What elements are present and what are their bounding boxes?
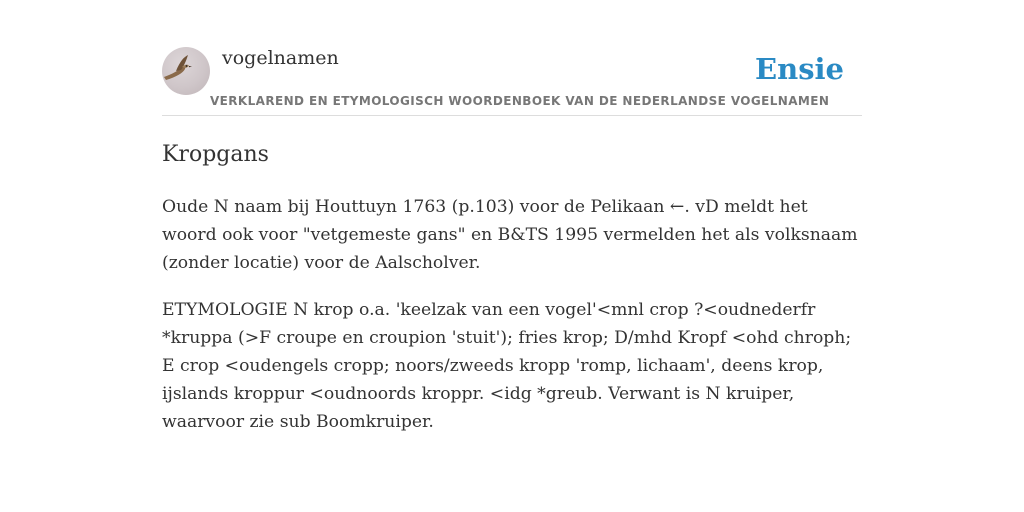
blog-name[interactable]: vogelnamen <box>222 47 339 69</box>
blog-tagline: VERKLAREND EN ETYMOLOGISCH WOORDENBOEK VAN DE NEDERLANDSE VOGELNAMEN <box>210 94 830 108</box>
definition-paragraph: Oude N naam bij Houttuyn 1763 (p.103) voor de Pelikaan ←. vD meldt het woord ook voor "vetgemeste gans" en B&TS 1995 vermelden het als volksnaam (zonder locatie) voor de Aalscholver. <box>162 197 858 273</box>
page-container <box>162 0 862 455</box>
etymology-paragraph: ETYMOLOGIE N krop o.a. 'keelzak van een vogel'<mnl crop ?<oudnederfr *kruppa (>F croupe en croupion 'stuit'); fries krop; D/mhd Kropf <ohd chroph; E crop <oudengels cropp; noors/zweeds kropp 'romp, lichaam', deens krop, ijslands kroppur <oudnoords kroppr. <idg *greub. Verwant is N kruiper, waarvoor zie sub Boomkruiper. <box>162 300 852 432</box>
ensie-logo-link[interactable]: Ensie <box>755 52 844 86</box>
bird-photo-icon <box>162 47 210 95</box>
page-title: Kropgans <box>162 142 269 167</box>
blog-avatar[interactable] <box>162 47 210 95</box>
article <box>162 116 862 436</box>
site-header <box>162 0 862 116</box>
